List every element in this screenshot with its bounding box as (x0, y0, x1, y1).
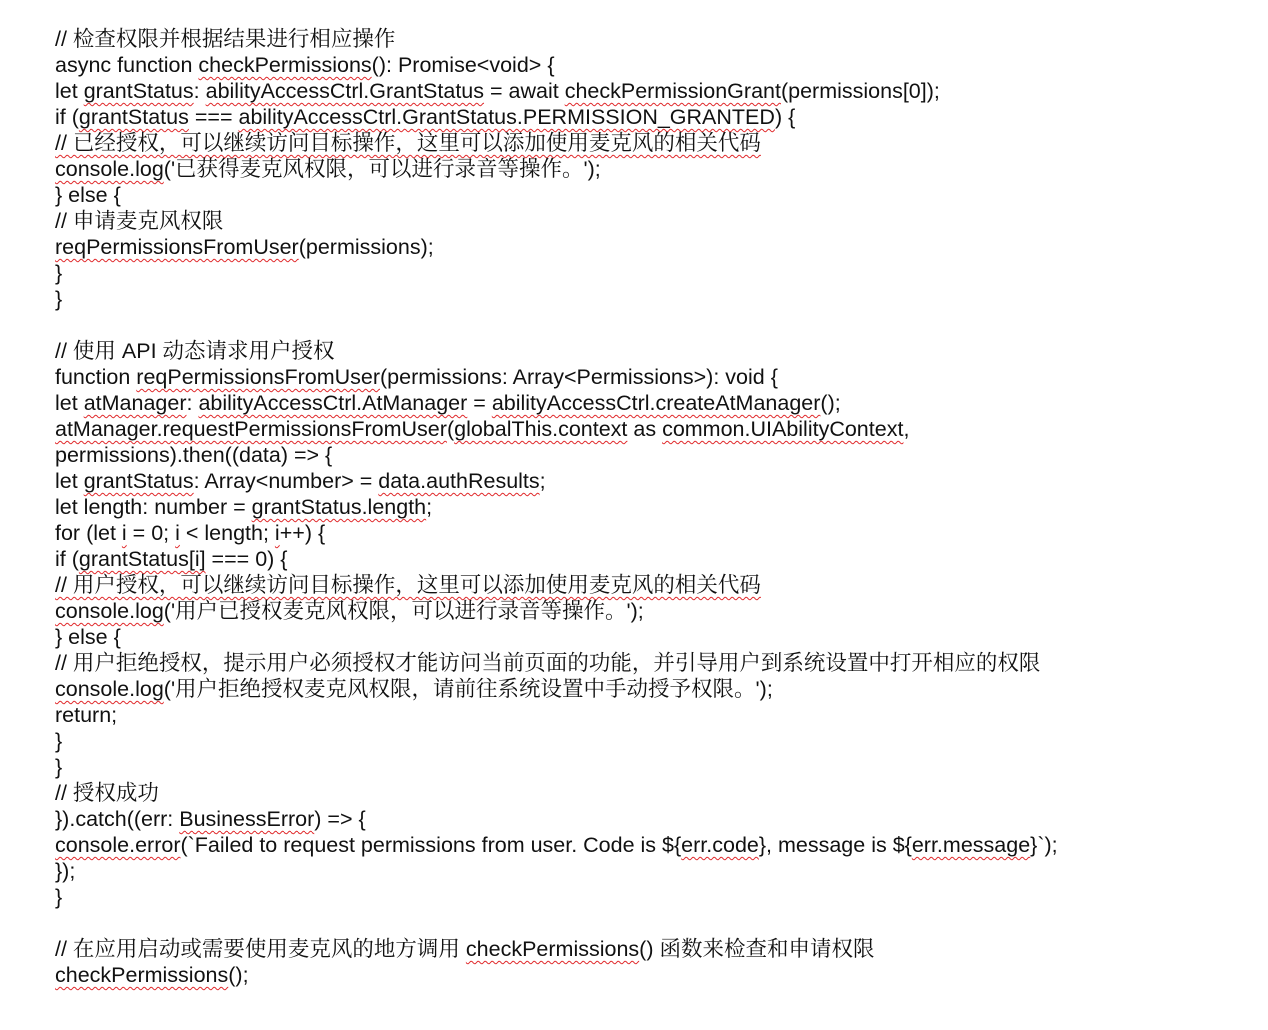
code-text: (`Failed to request permissions from user. Code is ${ (180, 833, 682, 857)
code-text: as (627, 417, 663, 441)
code-text: }`); (1030, 833, 1058, 857)
code-text: } else { (55, 625, 121, 649)
spellcheck-flagged-text: atManager (83, 391, 187, 415)
code-text: ('用户已授权麦克风权限，可以进行录音等操作。'); (163, 599, 644, 623)
code-line (55, 884, 1255, 910)
code-line (55, 130, 1255, 156)
code-text: } (55, 287, 63, 311)
code-line (55, 26, 1255, 52)
spellcheck-flagged-text: console.log (55, 599, 164, 623)
code-text: (): Promise<void> { (371, 53, 555, 77)
code-text: }); (55, 859, 76, 883)
code-text: (); (228, 963, 249, 987)
code-text: permissions).then((data) => { (55, 443, 333, 467)
spellcheck-flagged-text: data.authResults (378, 469, 540, 493)
spellcheck-flagged-text: err.code (681, 833, 759, 857)
spellcheck-flagged-text: checkPermissionGrant (564, 79, 781, 103)
code-line (55, 624, 1255, 650)
code-text: ( (446, 417, 455, 441)
spellcheck-flagged-text: i (274, 521, 280, 545)
code-text: : (186, 391, 199, 415)
code-text: if ( (55, 105, 79, 129)
code-text: // 使用 API 动态请求用户授权 (55, 339, 335, 363)
code-text: function (55, 365, 137, 389)
code-line (55, 494, 1255, 520)
spellcheck-flagged-text: console.log (55, 157, 164, 181)
code-line (55, 650, 1255, 676)
code-text: async function (55, 53, 199, 77)
code-line (55, 572, 1255, 598)
code-text: () 函数来检查和申请权限 (639, 937, 875, 961)
code-text: === 0) { (205, 547, 288, 571)
spellcheck-flagged-text: grantStatus (78, 105, 189, 129)
code-text: }, message is ${ (758, 833, 912, 857)
spellcheck-flagged-text: // 用户授权，可以继续访问目标操作，这里可以添加使用麦克风的相关代码 (55, 573, 761, 597)
spellcheck-flagged-text: BusinessError (179, 807, 315, 831)
code-text: // 用户拒绝授权，提示用户必须授权才能访问当前页面的功能，并引导用户到系统设置中打开相应的权限 (55, 651, 1041, 675)
code-line (55, 546, 1255, 572)
code-line (55, 338, 1255, 364)
spellcheck-flagged-text: abilityAccessCtrl.GrantStatus (205, 79, 485, 103)
code-line (55, 702, 1255, 728)
code-line (55, 442, 1255, 468)
code-text: }).catch((err: (55, 807, 180, 831)
spellcheck-flagged-text: console.error (55, 833, 181, 857)
code-document (55, 26, 1255, 988)
code-text: let (55, 469, 84, 493)
code-text: let (55, 391, 84, 415)
code-line (55, 104, 1255, 130)
spellcheck-flagged-text: grantStatus.length (251, 495, 427, 519)
spellcheck-flagged-text: abilityAccessCtrl.createAtManager (491, 391, 821, 415)
code-text: < length; (179, 521, 275, 545)
code-line (55, 858, 1255, 884)
code-text: : Array<number> = (193, 469, 379, 493)
code-line (55, 78, 1255, 104)
code-text: (permissions); (298, 235, 434, 259)
code-line (55, 754, 1255, 780)
spellcheck-flagged-text: grantStatus (83, 79, 194, 103)
spellcheck-flagged-text: grantStatus (83, 469, 194, 493)
code-line (55, 364, 1255, 390)
code-line (55, 234, 1255, 260)
code-text: // 在应用启动或需要使用麦克风的地方调用 (55, 937, 466, 961)
code-line (55, 156, 1255, 182)
code-line (55, 806, 1255, 832)
code-text: let (55, 79, 84, 103)
code-line (55, 936, 1255, 962)
code-line (55, 208, 1255, 234)
spellcheck-flagged-text: abilityAccessCtrl.GrantStatus.PERMISSION_GRANTED (238, 105, 775, 129)
code-text: return; (55, 703, 118, 727)
code-text: ++) { (279, 521, 326, 545)
code-text: = await (484, 79, 565, 103)
spellcheck-flagged-text: checkPermissions (465, 937, 640, 961)
code-line (55, 780, 1255, 806)
code-text: === (188, 105, 239, 129)
code-line (55, 416, 1255, 442)
code-text: = (467, 391, 492, 415)
blank-line (55, 312, 1255, 338)
code-line (55, 962, 1255, 988)
code-text: // 申请麦克风权限 (55, 209, 224, 233)
code-text: (); (820, 391, 841, 415)
code-text: let length: number = (55, 495, 252, 519)
code-line (55, 182, 1255, 208)
code-line (55, 728, 1255, 754)
code-text: } else { (55, 183, 121, 207)
code-text: ('已获得麦克风权限，可以进行录音等操作。'); (163, 157, 601, 181)
code-text: (permissions: Array<Permissions>): void { (380, 365, 778, 389)
spellcheck-flagged-text: grantStatus[i] (78, 547, 206, 571)
spellcheck-flagged-text: i (121, 521, 127, 545)
spellcheck-flagged-text: // 已经授权，可以继续访问目标操作，这里可以添加使用麦克风的相关代码 (55, 131, 761, 155)
code-line (55, 598, 1255, 624)
code-line (55, 52, 1255, 78)
code-text: ) => { (314, 807, 366, 831)
spellcheck-flagged-text: i (175, 521, 180, 545)
spellcheck-flagged-text: abilityAccessCtrl.AtManager (198, 391, 468, 415)
spellcheck-flagged-text: reqPermissionsFromUser (136, 365, 380, 389)
code-text: ; (539, 469, 546, 493)
code-line (55, 390, 1255, 416)
code-text: ; (426, 495, 433, 519)
code-text: } (55, 755, 63, 779)
spellcheck-flagged-text: atManager.requestPermissionsFromUser (55, 417, 447, 441)
spellcheck-flagged-text: common.UIAbilityContext (662, 417, 904, 441)
code-text: ) { (774, 105, 796, 129)
code-text: // 检查权限并根据结果进行相应操作 (55, 27, 396, 51)
spellcheck-flagged-text: checkPermissions (198, 53, 372, 77)
code-text: ('用户拒绝授权麦克风权限，请前往系统设置中手动授予权限。'); (163, 677, 773, 701)
code-text: } (55, 261, 63, 285)
code-text: // 授权成功 (55, 781, 159, 805)
code-text: : (193, 79, 206, 103)
code-text: , (903, 417, 910, 441)
code-line (55, 286, 1255, 312)
code-text: if ( (55, 547, 79, 571)
spellcheck-flagged-text: err.message (911, 833, 1031, 857)
code-line (55, 260, 1255, 286)
blank-line (55, 910, 1255, 936)
code-line (55, 676, 1255, 702)
code-text: for (let (55, 521, 122, 545)
code-line (55, 520, 1255, 546)
code-text: } (55, 885, 63, 909)
code-text: (permissions[0]); (780, 79, 940, 103)
spellcheck-flagged-text: checkPermissions (55, 963, 229, 987)
code-text: } (55, 729, 63, 753)
spellcheck-flagged-text: reqPermissionsFromUser (55, 235, 299, 259)
code-text: = 0; (126, 521, 176, 545)
spellcheck-flagged-text: globalThis.context (454, 417, 628, 441)
code-line (55, 468, 1255, 494)
spellcheck-flagged-text: console.log (55, 677, 164, 701)
code-line (55, 832, 1255, 858)
